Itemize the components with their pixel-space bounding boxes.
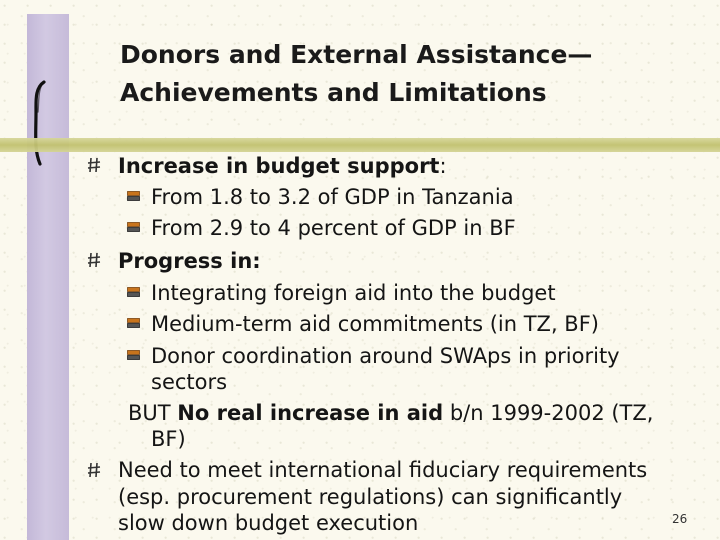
budget-support-item-1: From 1.8 to 3.2 of GDP in Tanzania xyxy=(151,185,514,209)
title-line-1: Donors and External Assistance— xyxy=(120,40,593,69)
progress-item-3-continued: sectors xyxy=(151,370,228,394)
budget-support-colon: : xyxy=(439,154,447,178)
title-line-2: Achievements and Limitations xyxy=(120,78,547,107)
page-number: 26 xyxy=(672,512,688,526)
brick-bullet-icon xyxy=(127,318,140,328)
hash-bullet-icon xyxy=(87,252,101,268)
brick-bullet-icon xyxy=(127,191,140,201)
budget-support-heading: Increase in budget support xyxy=(118,154,440,178)
fiduciary-line-1: Need to meet international fiduciary requirements xyxy=(118,458,648,482)
brick-bullet-icon xyxy=(127,222,140,232)
progress-item-1: Integrating foreign aid into the budget xyxy=(151,281,556,305)
fiduciary-line-3: slow down budget execution xyxy=(118,511,419,535)
but-prefix: BUT xyxy=(128,401,178,425)
hash-bullet-icon xyxy=(87,157,101,173)
progress-heading: Progress in: xyxy=(118,249,261,273)
progress-item-3: Donor coordination around SWAps in priority xyxy=(151,344,620,368)
hash-bullet-icon xyxy=(87,462,101,478)
brick-bullet-icon xyxy=(127,350,140,360)
progress-heading-line xyxy=(118,248,261,274)
budget-support-heading-line xyxy=(118,153,447,179)
but-emphasis: No real increase in aid xyxy=(177,401,444,425)
but-suffix: b/n 1999-2002 (TZ, xyxy=(443,401,654,425)
progress-item-2: Medium-term aid commitments (in TZ, BF) xyxy=(151,312,599,336)
but-statement-continued: BF) xyxy=(151,427,186,451)
brick-bullet-icon xyxy=(127,287,140,297)
fiduciary-line-2: (esp. procurement regulations) can significantly xyxy=(118,485,623,509)
but-statement xyxy=(128,400,653,426)
budget-support-item-2: From 2.9 to 4 percent of GDP in BF xyxy=(151,216,516,240)
